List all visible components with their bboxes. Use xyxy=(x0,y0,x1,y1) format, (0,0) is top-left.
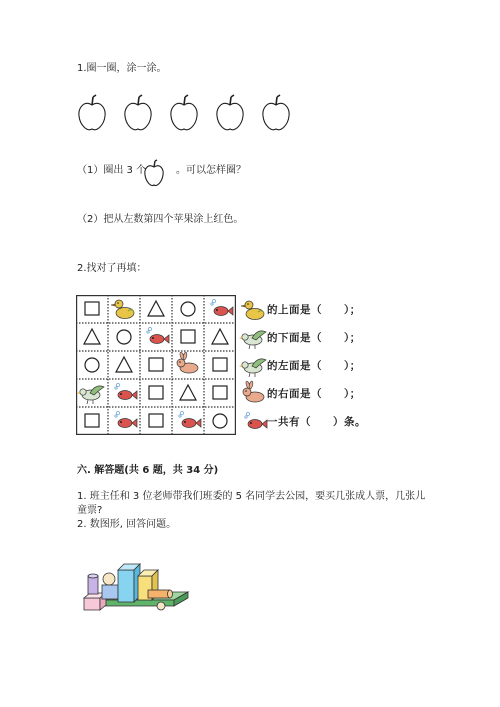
clue-list xyxy=(238,296,398,436)
clue-row xyxy=(238,324,398,352)
triangle-icon xyxy=(212,329,228,344)
shape-grid xyxy=(76,295,236,435)
clue-text: 的下面是（ ）； xyxy=(267,332,361,344)
clue-text: 的上面是（ ）； xyxy=(267,304,361,316)
square-icon xyxy=(149,414,163,427)
circle-icon xyxy=(181,302,195,316)
dove-icon xyxy=(238,324,270,352)
dove-icon xyxy=(77,386,104,404)
fish-icon xyxy=(238,408,270,436)
clue-text: 一共有（ ）条。 xyxy=(267,416,366,428)
triangle-icon xyxy=(84,329,100,344)
fish-icon xyxy=(115,383,137,399)
apple-row xyxy=(76,94,300,134)
triangle-icon xyxy=(180,385,196,400)
fish-icon xyxy=(147,327,169,343)
square-icon xyxy=(149,358,163,371)
fish-icon xyxy=(115,411,137,427)
fish-icon xyxy=(179,411,201,427)
rabbit-icon xyxy=(238,380,270,408)
fish-icon xyxy=(211,299,233,315)
clue-row xyxy=(238,380,398,408)
question-1-part-2: （2）把从左数第四个苹果涂上红色。 xyxy=(77,214,244,225)
section-6-question-2: 2. 数图形, 回答问题。 xyxy=(77,519,177,530)
square-icon xyxy=(85,414,99,427)
circle-icon xyxy=(85,358,99,372)
question-1-title: 1.圈一圈，涂一涂。 xyxy=(77,63,167,74)
section-6-question-1-line-2: 童票? xyxy=(77,505,103,516)
clue-text: 的右面是（ ）； xyxy=(267,388,361,400)
apple-icon xyxy=(217,95,243,130)
circle-icon xyxy=(117,330,131,344)
question-2-title: 2.找对了再填： xyxy=(77,263,147,274)
clue-row xyxy=(238,352,398,380)
apple-row-svg xyxy=(76,94,300,134)
square-icon xyxy=(181,330,195,343)
apple-icon xyxy=(263,95,289,130)
square-icon xyxy=(213,358,227,371)
apple-icon xyxy=(171,95,197,130)
shape-grid-svg xyxy=(76,295,236,435)
section-6-question-1-line-1: 1. 班主任和 3 位老师带我们班委的 5 名同学去公园，要买几张成人票，几张儿 xyxy=(77,491,426,502)
square-icon xyxy=(85,302,99,315)
clue-text: 的左面是（ ）； xyxy=(267,360,361,372)
clue-row xyxy=(238,408,398,436)
rabbit-icon xyxy=(177,352,198,373)
square-icon xyxy=(149,386,163,399)
square-icon xyxy=(213,386,227,399)
triangle-icon xyxy=(148,301,164,316)
duck-icon xyxy=(111,300,134,319)
clue-row xyxy=(238,296,398,324)
triangle-icon xyxy=(116,357,132,372)
question-1-part-1-prefix: （1）圈出 3 个 xyxy=(77,165,147,176)
apple-icon xyxy=(125,95,151,130)
apple-icon xyxy=(143,158,165,188)
duck-icon xyxy=(238,296,270,324)
question-1-part-1-suffix: 。可以怎样圈？ xyxy=(176,165,246,176)
circle-icon xyxy=(213,414,227,428)
section-6-title: 六. 解答题(共 6 题，共 34 分) xyxy=(77,465,219,476)
solid-shapes-picture xyxy=(76,558,196,614)
dove-icon xyxy=(238,352,270,380)
apple-icon xyxy=(79,95,105,130)
